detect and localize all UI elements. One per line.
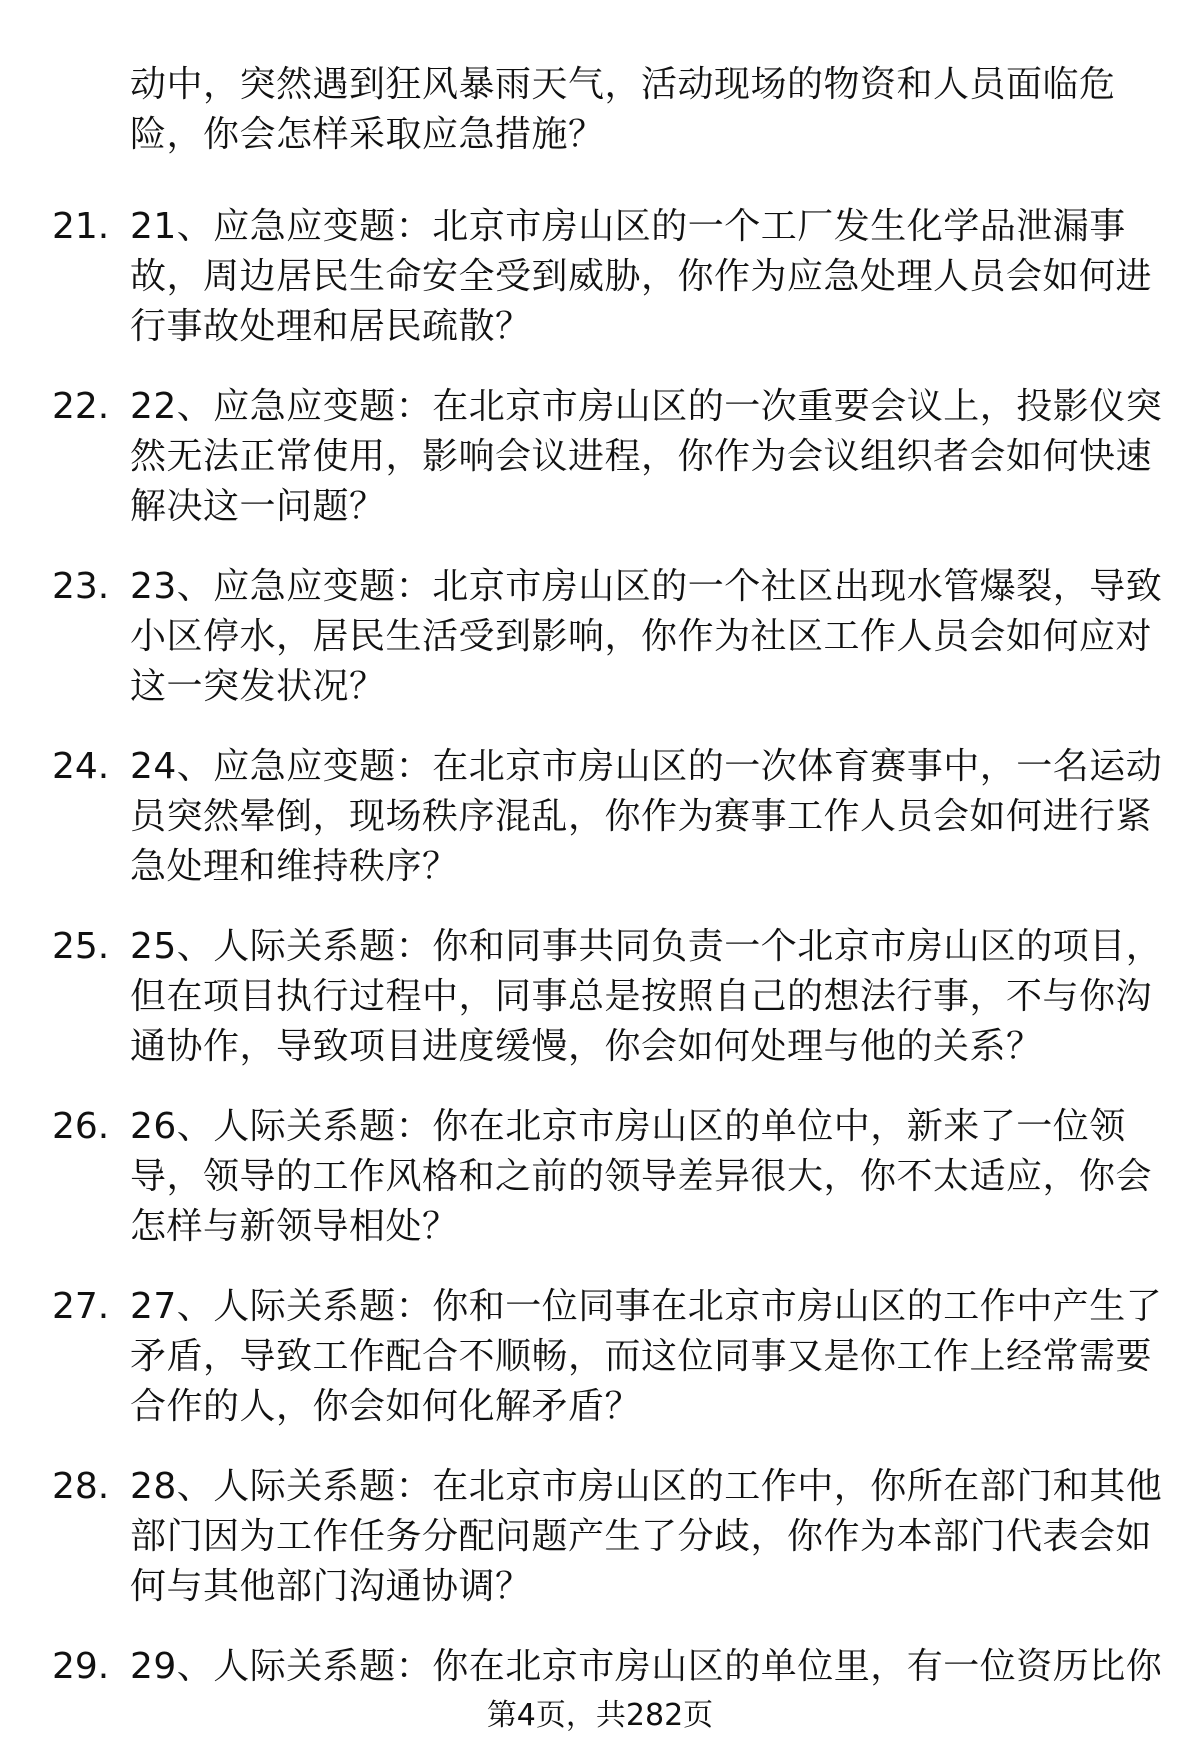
question-text-line: 29、人际关系题：你在北京市房山区的单位里，有一位资历比你 xyxy=(130,1646,1163,1687)
question-text-line: 22、应急应变题：在北京市房山区的一次重要会议上，投影仪突 xyxy=(130,386,1163,427)
question-text-line: 员突然晕倒，现场秩序混乱，你作为赛事工作人员会如何进行紧 xyxy=(130,796,1153,837)
question-text-line: 25、人际关系题：你和同事共同负责一个北京市房山区的项目， xyxy=(130,926,1163,967)
question-text-line: 导，领导的工作风格和之前的领导差异很大，你不太适应，你会 xyxy=(130,1156,1153,1197)
text-line: 动中，突然遇到狂风暴雨天气，活动现场的物资和人员面临危 xyxy=(130,64,1116,105)
question-text-line: 合作的人，你会如何化解矛盾？ xyxy=(130,1386,642,1427)
question-text-line: 行事故处理和居民疏散？ xyxy=(130,306,532,347)
question-text-line: 28、人际关系题：在北京市房山区的工作中，你所在部门和其他 xyxy=(130,1466,1163,1507)
question-text-line: 这一突发状况？ xyxy=(130,666,386,707)
page-footer: 第4页，共282页 xyxy=(486,1698,714,1733)
list-number: 21. xyxy=(52,206,110,247)
list-number: 22. xyxy=(52,386,110,427)
question-text-line: 21、应急应变题：北京市房山区的一个工厂发生化学品泄漏事 xyxy=(130,206,1126,247)
question-text-line: 24、应急应变题：在北京市房山区的一次体育赛事中，一名运动 xyxy=(130,746,1163,787)
question-text-line: 然无法正常使用，影响会议进程，你作为会议组织者会如何快速 xyxy=(130,436,1153,477)
question-text-line: 通协作，导致项目进度缓慢，你会如何处理与他的关系？ xyxy=(130,1026,1043,1067)
question-text-line: 但在项目执行过程中，同事总是按照自己的想法行事，不与你沟 xyxy=(130,976,1153,1017)
question-text-line: 23、应急应变题：北京市房山区的一个社区出现水管爆裂，导致 xyxy=(130,566,1163,607)
list-number: 23. xyxy=(52,566,110,607)
question-text-line: 部门因为工作任务分配问题产生了分歧，你作为本部门代表会如 xyxy=(130,1516,1153,1557)
list-number: 26. xyxy=(52,1106,110,1147)
question-text-line: 26、人际关系题：你在北京市房山区的单位中，新来了一位领 xyxy=(130,1106,1126,1147)
question-text-line: 27、人际关系题：你和一位同事在北京市房山区的工作中产生了 xyxy=(130,1286,1163,1327)
question-text-line: 矛盾，导致工作配合不顺畅，而这位同事又是你工作上经常需要 xyxy=(130,1336,1153,1377)
question-text-line: 解决这一问题？ xyxy=(130,486,386,527)
list-number: 28. xyxy=(52,1466,110,1507)
question-text-line: 急处理和维持秩序？ xyxy=(130,846,459,887)
text-line: 险，你会怎样采取应急措施？ xyxy=(130,114,605,155)
list-number: 24. xyxy=(52,746,110,787)
question-text-line: 何与其他部门沟通协调？ xyxy=(130,1566,532,1607)
question-text-line: 小区停水，居民生活受到影响，你作为社区工作人员会如何应对 xyxy=(130,616,1153,657)
question-text-line: 故，周边居民生命安全受到威胁，你作为应急处理人员会如何进 xyxy=(130,256,1153,297)
question-text-line: 怎样与新领导相处？ xyxy=(130,1206,459,1247)
list-number: 29. xyxy=(52,1646,110,1687)
list-number: 25. xyxy=(52,926,110,967)
list-number: 27. xyxy=(52,1286,110,1327)
